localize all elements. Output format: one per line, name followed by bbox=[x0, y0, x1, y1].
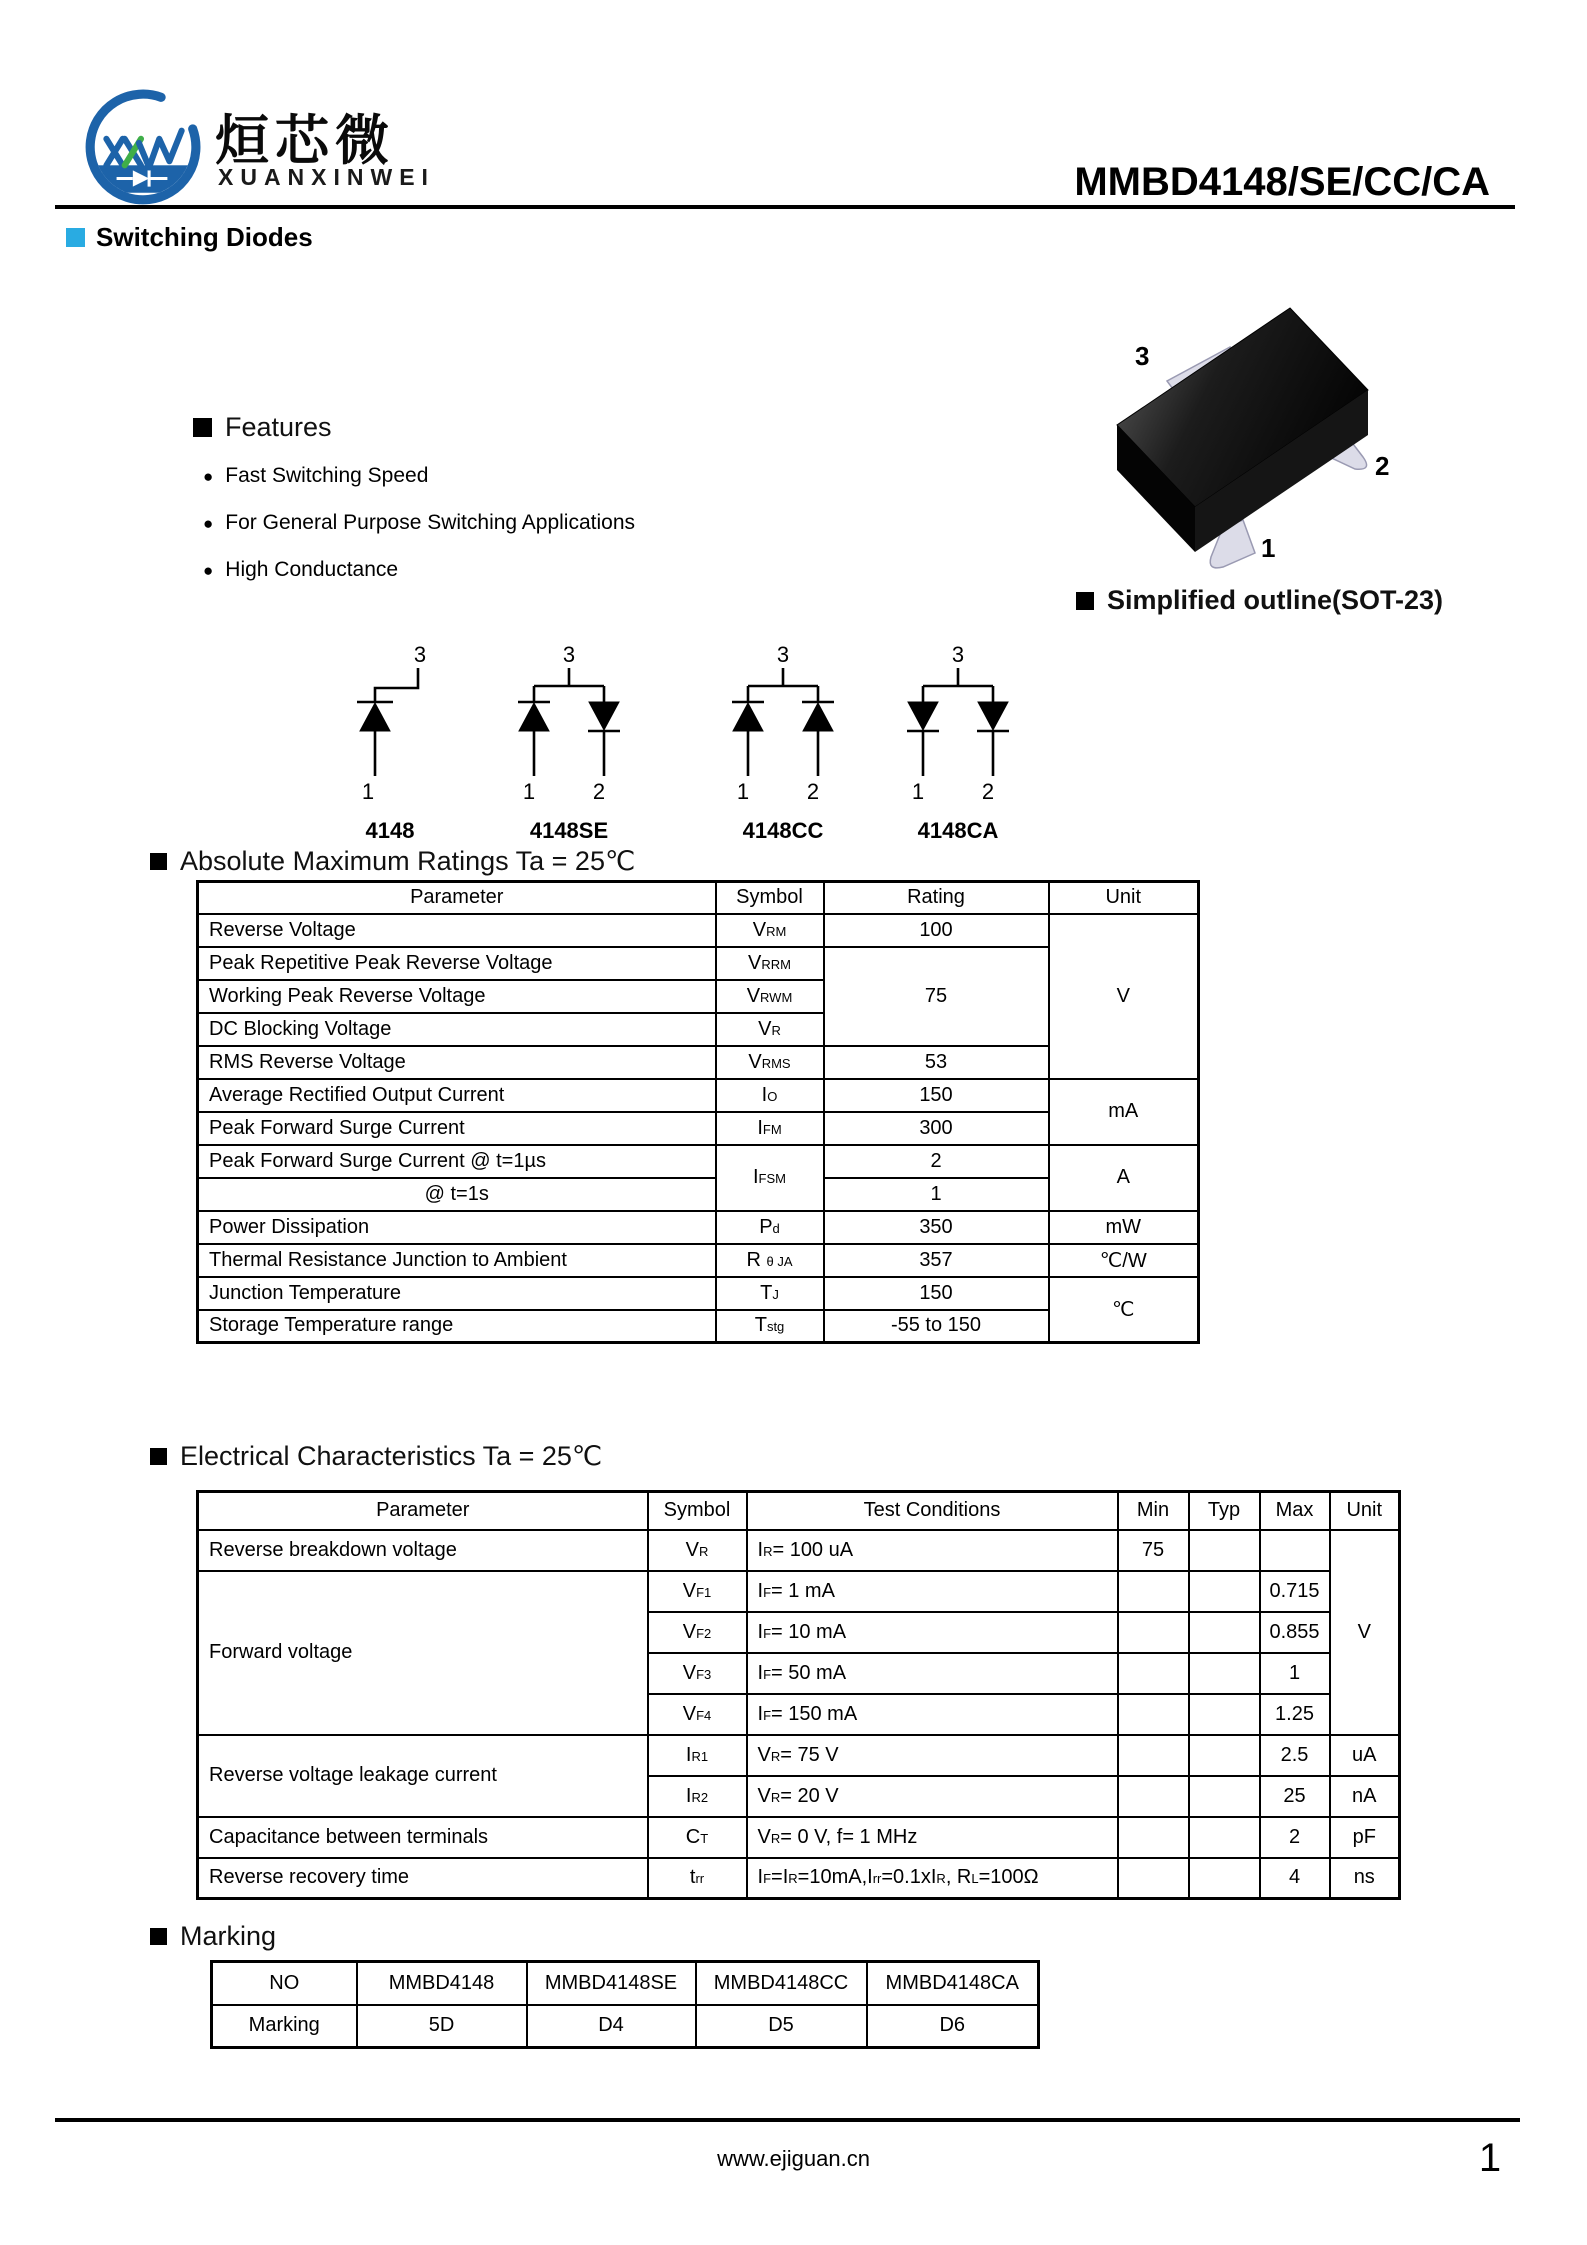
column-header: Min bbox=[1118, 1492, 1189, 1530]
table-cell bbox=[1118, 1571, 1189, 1612]
diode-symbol-drawing bbox=[878, 636, 1038, 811]
feature-item bbox=[203, 558, 398, 582]
package-pin2-label: 2 bbox=[1375, 451, 1390, 481]
table-cell: Marking bbox=[212, 2005, 357, 2048]
diode-symbol-4148cc bbox=[703, 636, 863, 844]
table-cell: VR= 75 V bbox=[747, 1735, 1118, 1776]
table-row bbox=[198, 1817, 1400, 1858]
table-cell: 1.25 bbox=[1260, 1694, 1330, 1735]
table-cell bbox=[1118, 1735, 1189, 1776]
table-cell bbox=[1189, 1735, 1260, 1776]
table-cell: MMBD4148CC bbox=[696, 1962, 867, 2005]
table-cell: V bbox=[1330, 1530, 1400, 1735]
symbol-name: 4148CC bbox=[742, 818, 824, 843]
table-header-row bbox=[198, 882, 1199, 914]
table-cell: VRRM bbox=[716, 947, 824, 980]
page-number: 1 bbox=[1478, 2136, 1502, 2180]
table-cell: 350 bbox=[824, 1211, 1049, 1244]
table-cell: Peak Forward Surge Current bbox=[198, 1112, 716, 1145]
pin-label: 1 bbox=[736, 779, 750, 804]
table-cell: 1 bbox=[824, 1178, 1049, 1211]
table-cell: Power Dissipation bbox=[198, 1211, 716, 1244]
section-square-icon bbox=[193, 418, 212, 437]
table-cell: MMBD4148SE bbox=[527, 1962, 696, 2005]
table-cell: 2.5 bbox=[1260, 1735, 1330, 1776]
table-row bbox=[212, 1962, 1039, 2005]
table-cell bbox=[1189, 1530, 1260, 1571]
pin-label: 1 bbox=[911, 779, 925, 804]
table-cell: Tstg bbox=[716, 1310, 824, 1343]
marking-title: Marking bbox=[180, 1921, 277, 1951]
diode-symbol-drawing bbox=[703, 636, 863, 811]
table-cell: Capacitance between terminals bbox=[198, 1817, 648, 1858]
section-square-icon bbox=[150, 853, 167, 870]
table-cell bbox=[1118, 1612, 1189, 1653]
table-cell: IF= 1 mA bbox=[747, 1571, 1118, 1612]
outline-heading bbox=[1076, 585, 1443, 616]
table-cell: Junction Temperature bbox=[198, 1277, 716, 1310]
table-cell: CT bbox=[648, 1817, 747, 1858]
table-header-row bbox=[198, 1492, 1400, 1530]
table-row bbox=[198, 1571, 1400, 1612]
table-row bbox=[198, 1178, 1199, 1211]
feature-item bbox=[203, 464, 428, 488]
column-header: Rating bbox=[824, 882, 1049, 914]
table-cell bbox=[1118, 1653, 1189, 1694]
symbol-name: 4148 bbox=[365, 818, 415, 843]
table-cell bbox=[1189, 1858, 1260, 1899]
table-cell: 100 bbox=[824, 914, 1049, 947]
electrical-title: Electrical Characteristics Ta = 25℃ bbox=[180, 1441, 603, 1471]
category-square-icon bbox=[66, 228, 85, 247]
outline-label: Simplified outline(SOT-23) bbox=[1107, 585, 1444, 615]
section-square-icon bbox=[150, 1448, 167, 1465]
feature-text: Fast Switching Speed bbox=[225, 464, 429, 487]
electrical-table bbox=[196, 1490, 1401, 1900]
table-cell bbox=[1189, 1571, 1260, 1612]
package-pin1-label: 1 bbox=[1261, 533, 1276, 563]
column-header: Typ bbox=[1189, 1492, 1260, 1530]
table-row bbox=[198, 1310, 1199, 1343]
table-row bbox=[198, 1145, 1199, 1178]
table-cell: 300 bbox=[824, 1112, 1049, 1145]
table-cell: VR bbox=[648, 1530, 747, 1571]
sot23-package-figure bbox=[1085, 295, 1455, 595]
table-cell: IF= 150 mA bbox=[747, 1694, 1118, 1735]
table-cell: NO bbox=[212, 1962, 357, 2005]
column-header: Max bbox=[1260, 1492, 1330, 1530]
brand-name-chinese: 烜芯微 bbox=[215, 111, 395, 171]
logo-xxw-letters bbox=[106, 131, 181, 168]
table-cell: Reverse breakdown voltage bbox=[198, 1530, 648, 1571]
pin-label: 3 bbox=[562, 642, 576, 667]
table-cell: 150 bbox=[824, 1277, 1049, 1310]
diode-symbol-drawing bbox=[320, 636, 460, 811]
table-cell: IF= 10 mA bbox=[747, 1612, 1118, 1653]
table-cell: 150 bbox=[824, 1079, 1049, 1112]
table-cell: VR= 20 V bbox=[747, 1776, 1118, 1817]
table-cell: RMS Reverse Voltage bbox=[198, 1046, 716, 1079]
table-cell: ℃/W bbox=[1049, 1244, 1199, 1277]
table-cell bbox=[1260, 1530, 1330, 1571]
table-cell: Pd bbox=[716, 1211, 824, 1244]
table-cell: D4 bbox=[527, 2005, 696, 2048]
table-cell: D5 bbox=[696, 2005, 867, 2048]
table-cell: A bbox=[1049, 1145, 1199, 1211]
table-cell: VR= 0 V, f= 1 MHz bbox=[747, 1817, 1118, 1858]
table-cell: 4 bbox=[1260, 1858, 1330, 1899]
table-cell: Average Rectified Output Current bbox=[198, 1079, 716, 1112]
footer-url: www.ejiguan.cn bbox=[717, 2146, 870, 2171]
pin-label: 1 bbox=[522, 779, 536, 804]
feature-item bbox=[203, 511, 635, 535]
electrical-heading bbox=[150, 1441, 602, 1472]
table-row bbox=[198, 947, 1199, 980]
section-square-icon bbox=[1076, 592, 1094, 610]
table-cell: VF3 bbox=[648, 1653, 747, 1694]
brand-name-english: XUANXINWEI bbox=[218, 164, 435, 190]
table-cell: mW bbox=[1049, 1211, 1199, 1244]
table-row bbox=[198, 1112, 1199, 1145]
table-cell bbox=[1118, 1694, 1189, 1735]
marking-table bbox=[210, 1960, 1040, 2049]
column-header: Unit bbox=[1049, 882, 1199, 914]
table-cell: 0.855 bbox=[1260, 1612, 1330, 1653]
table-cell: 75 bbox=[824, 947, 1049, 1046]
table-cell: trr bbox=[648, 1858, 747, 1899]
table-cell: Working Peak Reverse Voltage bbox=[198, 980, 716, 1013]
table-cell bbox=[1118, 1817, 1189, 1858]
table-cell: IR2 bbox=[648, 1776, 747, 1817]
table-cell: ℃ bbox=[1049, 1277, 1199, 1343]
features-title: Features bbox=[225, 412, 332, 442]
part-number-title: MMBD4148/SE/CC/CA bbox=[1074, 160, 1490, 204]
pin-label: 1 bbox=[361, 779, 375, 804]
table-row bbox=[198, 1530, 1400, 1571]
table-row bbox=[198, 1211, 1199, 1244]
table-cell: D6 bbox=[867, 2005, 1039, 2048]
table-row bbox=[198, 1277, 1199, 1310]
table-cell: VRMS bbox=[716, 1046, 824, 1079]
table-cell: 5D bbox=[357, 2005, 527, 2048]
table-cell: 2 bbox=[1260, 1817, 1330, 1858]
marking-table-host bbox=[210, 1960, 1040, 2049]
table-cell: TJ bbox=[716, 1277, 824, 1310]
column-header: Symbol bbox=[648, 1492, 747, 1530]
company-logo bbox=[82, 86, 204, 208]
feature-text: High Conductance bbox=[225, 558, 399, 581]
table-cell: V bbox=[1049, 914, 1199, 1079]
electrical-table-host bbox=[196, 1490, 1401, 1900]
abs-max-table bbox=[196, 880, 1200, 1344]
package-pin3-label: 3 bbox=[1135, 341, 1150, 371]
table-cell bbox=[1118, 1858, 1189, 1899]
column-header: Unit bbox=[1330, 1492, 1400, 1530]
column-header: Test Conditions bbox=[747, 1492, 1118, 1530]
section-square-icon bbox=[150, 1928, 167, 1945]
table-row bbox=[198, 914, 1199, 947]
table-cell: mA bbox=[1049, 1079, 1199, 1145]
table-cell: Thermal Resistance Junction to Ambient bbox=[198, 1244, 716, 1277]
table-cell: Reverse recovery time bbox=[198, 1858, 648, 1899]
table-cell: IFM bbox=[716, 1112, 824, 1145]
diode-symbol-drawing bbox=[489, 636, 649, 811]
symbol-name: 4148CA bbox=[917, 818, 999, 843]
table-cell: 53 bbox=[824, 1046, 1049, 1079]
pin-label: 2 bbox=[592, 779, 606, 804]
table-cell: VF1 bbox=[648, 1571, 747, 1612]
table-row bbox=[198, 1046, 1199, 1079]
table-cell: @ t=1s bbox=[198, 1178, 716, 1211]
table-cell: DC Blocking Voltage bbox=[198, 1013, 716, 1046]
table-cell: pF bbox=[1330, 1817, 1400, 1858]
table-cell: R θ JA bbox=[716, 1244, 824, 1277]
column-header: Parameter bbox=[198, 1492, 648, 1530]
table-cell: -55 to 150 bbox=[824, 1310, 1049, 1343]
category-label: Switching Diodes bbox=[96, 222, 313, 252]
table-cell: Peak Forward Surge Current @ t=1µs bbox=[198, 1145, 716, 1178]
table-cell bbox=[1189, 1653, 1260, 1694]
table-cell: 0.715 bbox=[1260, 1571, 1330, 1612]
table-cell: VR bbox=[716, 1013, 824, 1046]
table-cell bbox=[1189, 1612, 1260, 1653]
table-cell: 25 bbox=[1260, 1776, 1330, 1817]
table-cell: 2 bbox=[824, 1145, 1049, 1178]
bullet-icon: ● bbox=[203, 513, 214, 533]
table-cell: IO bbox=[716, 1079, 824, 1112]
table-cell bbox=[1189, 1817, 1260, 1858]
header-divider bbox=[55, 205, 1515, 209]
table-row bbox=[198, 1858, 1400, 1899]
pin-label: 3 bbox=[776, 642, 790, 667]
features-heading bbox=[193, 412, 332, 443]
table-cell: 357 bbox=[824, 1244, 1049, 1277]
table-cell: IR= 100 uA bbox=[747, 1530, 1118, 1571]
column-header: Parameter bbox=[198, 882, 716, 914]
table-cell: VF2 bbox=[648, 1612, 747, 1653]
table-cell: IFSM bbox=[716, 1145, 824, 1211]
table-cell: 1 bbox=[1260, 1653, 1330, 1694]
table-cell: VRM bbox=[716, 914, 824, 947]
abs-max-heading bbox=[150, 846, 635, 877]
table-cell: Storage Temperature range bbox=[198, 1310, 716, 1343]
table-cell: uA bbox=[1330, 1735, 1400, 1776]
abs-max-title: Absolute Maximum Ratings Ta = 25℃ bbox=[180, 846, 636, 876]
table-cell bbox=[1189, 1776, 1260, 1817]
feature-text: For General Purpose Switching Applications bbox=[225, 511, 635, 534]
footer-divider bbox=[55, 2118, 1520, 2122]
table-cell: IF=IR=10mA,Irr=0.1xIR, RL=100Ω bbox=[747, 1858, 1118, 1899]
marking-heading bbox=[150, 1921, 276, 1952]
pin-label: 2 bbox=[981, 779, 995, 804]
table-row bbox=[198, 1735, 1400, 1776]
table-cell: MMBD4148CA bbox=[867, 1962, 1039, 2005]
diode-symbol-4148ca bbox=[878, 636, 1038, 844]
diode-symbol-4148se bbox=[489, 636, 649, 844]
table-cell: IR1 bbox=[648, 1735, 747, 1776]
table-row bbox=[198, 1079, 1199, 1112]
table-cell bbox=[1189, 1694, 1260, 1735]
table-cell: ns bbox=[1330, 1858, 1400, 1899]
bullet-icon: ● bbox=[203, 466, 214, 486]
table-cell bbox=[1118, 1776, 1189, 1817]
table-cell: 75 bbox=[1118, 1530, 1189, 1571]
abs-max-table-host bbox=[196, 880, 1200, 1344]
table-cell: nA bbox=[1330, 1776, 1400, 1817]
symbol-name: 4148SE bbox=[529, 818, 609, 843]
table-row bbox=[198, 1244, 1199, 1277]
table-row bbox=[212, 2005, 1039, 2048]
table-cell: Reverse Voltage bbox=[198, 914, 716, 947]
table-cell: Reverse voltage leakage current bbox=[198, 1735, 648, 1817]
table-cell: Peak Repetitive Peak Reverse Voltage bbox=[198, 947, 716, 980]
category-heading bbox=[66, 222, 313, 253]
table-cell: IF= 50 mA bbox=[747, 1653, 1118, 1694]
table-cell: VRWM bbox=[716, 980, 824, 1013]
diode-symbol-4148 bbox=[320, 636, 460, 844]
pin-label: 3 bbox=[413, 642, 427, 667]
pin-label: 2 bbox=[806, 779, 820, 804]
bullet-icon: ● bbox=[203, 560, 214, 580]
table-cell: MMBD4148 bbox=[357, 1962, 527, 2005]
pin-label: 3 bbox=[951, 642, 965, 667]
table-cell: Forward voltage bbox=[198, 1571, 648, 1735]
table-cell: VF4 bbox=[648, 1694, 747, 1735]
column-header: Symbol bbox=[716, 882, 824, 914]
